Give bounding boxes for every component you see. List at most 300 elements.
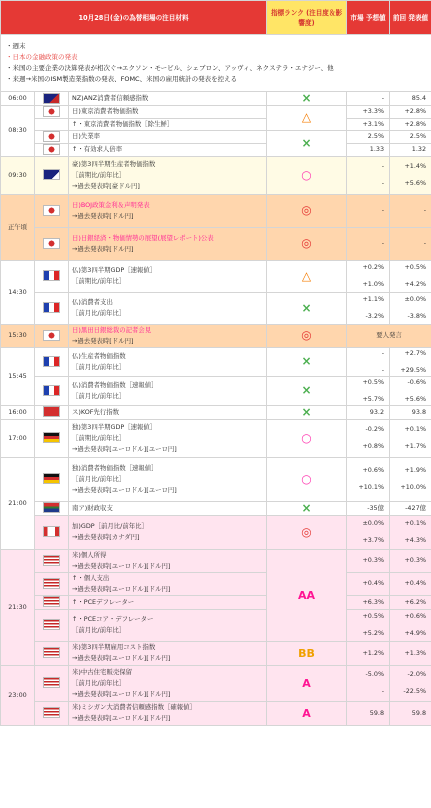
forecast-cell-value: +0.5% — [362, 377, 385, 386]
de-flag-icon — [43, 473, 60, 484]
merged-value-cell: 要人発言 — [347, 324, 431, 347]
us-flag-icon — [43, 677, 60, 688]
previous-cell-value: -0.6% — [407, 377, 427, 386]
event-cell — [69, 549, 267, 572]
event-cell — [69, 130, 267, 143]
forecast-cell — [347, 572, 390, 595]
us-flag-icon — [43, 647, 60, 658]
past-chart-link[interactable]: →過去発表時[ユーロドル][ドル円] — [72, 584, 171, 593]
previous-cell — [390, 701, 431, 725]
event-title: 日)BOJ政策金利＆声明発表 — [72, 200, 150, 209]
rank-mark: ◎ — [267, 324, 347, 347]
past-chart-link[interactable]: →過去発表時[ユーロドル][ドル円] — [72, 689, 171, 698]
forecast-cell — [347, 515, 390, 549]
rank-mark: △ — [267, 106, 347, 131]
forecast-cell-value: 93.2 — [369, 407, 385, 416]
forecast-cell-value-2: +5.2% — [362, 629, 385, 637]
za-flag-icon — [43, 502, 60, 513]
previous-cell — [390, 419, 431, 457]
bullet-1: ・週末 — [6, 42, 26, 50]
forecast-cell-value: 2.5% — [367, 132, 385, 140]
rank-mark: BB — [267, 641, 347, 665]
time-cell: 17:00 — [1, 419, 35, 457]
forecast-cell-value-2: +0.8% — [362, 442, 385, 450]
forecast-cell-value: ±0.0% — [362, 519, 385, 527]
event-title: 南ア)財政収支 — [72, 503, 113, 512]
forecast-cell-value: - — [381, 162, 385, 170]
past-chart-link[interactable]: →過去発表時[ドル円] — [72, 244, 134, 253]
table-row — [1, 227, 431, 260]
previous-cell-value: +0.6% — [404, 612, 427, 620]
page-title: 10月28日(金)の為替相場の注目材料 — [1, 1, 267, 35]
event-cell — [69, 106, 267, 119]
nz-flag-icon — [43, 93, 60, 104]
event-title: 仏)生産者物価指数 — [72, 351, 126, 360]
previous-cell — [390, 405, 431, 419]
event-title: ↑・東京消費者物価指数［除生鮮］ — [72, 119, 174, 128]
previous-cell — [390, 106, 431, 119]
flag-cell — [35, 106, 69, 119]
flag-cell — [35, 701, 69, 725]
event-title: 米)ミシガン大消費者信頼感指数［確報値］ — [72, 703, 196, 711]
jp-flag-icon — [43, 238, 60, 249]
forecast-cell — [347, 292, 390, 324]
previous-cell-value: - — [423, 239, 427, 247]
event-subtitle: ［前月比/前年比］ — [72, 309, 126, 317]
event-title: 仏)消費者物価指数［速報値］ — [72, 380, 158, 389]
table-row — [1, 595, 431, 609]
event-title: 米)個人所得 — [72, 550, 107, 559]
forecast-cell-value: -5.0% — [365, 670, 385, 678]
event-title: ス)KOF先行指数 — [72, 407, 119, 416]
table-row — [1, 143, 431, 156]
flag-cell — [35, 501, 69, 515]
event-subtitle: ［前月比/前年比］ — [72, 362, 126, 371]
previous-cell-value: ±0.0% — [404, 295, 427, 303]
rank-mark: ○ — [267, 457, 347, 501]
previous-cell — [390, 515, 431, 549]
forecast-cell-value: +1.2% — [362, 648, 385, 657]
event-cell — [69, 347, 267, 376]
rank-mark: A — [267, 701, 347, 725]
forecast-cell-value: -35億 — [367, 503, 385, 512]
event-title: 米)第3四半期雇用コスト指数 — [72, 643, 156, 651]
time-cell: 21:30 — [1, 549, 35, 665]
rank-mark: × — [267, 376, 347, 405]
flag-cell — [35, 92, 69, 106]
previous-cell — [390, 227, 431, 260]
forecast-cell — [347, 376, 390, 405]
rank-mark: × — [267, 92, 347, 106]
rank-column-header: 指標ランク (注目度＆影響度) — [267, 1, 347, 35]
event-title: ↑・PCEデフレーター — [72, 597, 135, 606]
forecast-cell — [347, 609, 390, 641]
previous-cell-value-2: -22.5% — [403, 687, 427, 695]
time-cell: 正午頃 — [1, 194, 35, 260]
rank-mark: ◎ — [267, 194, 347, 227]
forecast-cell-value: - — [381, 206, 385, 214]
previous-cell-value: -2.0% — [407, 670, 427, 678]
table-row — [1, 701, 431, 725]
forecast-cell-value-2: -3.2% — [365, 312, 385, 320]
previous-cell — [390, 260, 431, 292]
forecast-cell-value: 59.8 — [369, 708, 385, 717]
previous-cell-value-2: +5.6% — [404, 394, 427, 403]
table-row — [1, 92, 431, 106]
event-subtitle: ［前期比/前年比］ — [72, 433, 126, 442]
event-cell — [69, 376, 267, 405]
de-flag-icon — [43, 432, 60, 443]
previous-cell-value: +0.1% — [404, 425, 427, 433]
previous-cell-value: +1.4% — [404, 162, 427, 170]
past-chart-link[interactable]: →過去発表時[豪ドル円] — [72, 181, 140, 190]
flag-cell — [35, 118, 69, 130]
previous-cell-value-2: +1.7% — [404, 442, 427, 450]
previous-cell-value-2: +4.2% — [404, 280, 427, 288]
forecast-cell — [347, 227, 390, 260]
rank-mark: ◎ — [267, 227, 347, 260]
event-cell — [69, 595, 267, 609]
flag-cell — [35, 347, 69, 376]
fr-flag-icon — [43, 302, 60, 313]
event-subtitle: ［前月比/前年比］ — [72, 474, 126, 483]
previous-cell-value-2: -3.8% — [407, 312, 427, 320]
previous-cell-value: -427億 — [405, 503, 427, 512]
table-row — [1, 405, 431, 419]
flag-cell — [35, 156, 69, 194]
previous-cell — [390, 292, 431, 324]
previous-cell-value-2: +4.9% — [404, 629, 427, 637]
us-flag-icon — [43, 619, 60, 630]
forecast-cell — [347, 641, 390, 665]
time-cell: 15:45 — [1, 347, 35, 405]
previous-cell — [390, 609, 431, 641]
table-row — [1, 118, 431, 130]
event-subtitle: ［前期比/前年比］ — [72, 277, 126, 285]
flag-cell — [35, 143, 69, 156]
table-row — [1, 324, 431, 347]
past-chart-link[interactable]: →過去発表時[ユーロドル][ドル円] — [72, 561, 171, 570]
forecast-cell — [347, 347, 390, 376]
jp-flag-icon — [43, 205, 60, 216]
time-cell: 15:30 — [1, 324, 35, 347]
rank-mark: ○ — [267, 419, 347, 457]
previous-cell-value: +0.1% — [404, 519, 427, 527]
event-cell — [69, 501, 267, 515]
event-title: 独)第3四半期GDP［速報値］ — [72, 422, 157, 431]
flag-cell — [35, 641, 69, 665]
au-flag-icon — [43, 169, 60, 180]
event-subtitle: ［前月比/前年比］ — [72, 678, 126, 687]
flag-cell — [35, 194, 69, 227]
previous-cell-value: 85.4 — [411, 94, 427, 102]
forecast-cell-value: +0.6% — [362, 466, 385, 474]
past-chart-link[interactable]: →過去発表時[ユーロドル][ドル円] — [72, 714, 171, 722]
time-cell: 21:00 — [1, 457, 35, 549]
event-cell — [69, 143, 267, 156]
rank-mark: ◎ — [267, 515, 347, 549]
forecast-cell-value-2: +3.7% — [362, 536, 385, 544]
previous-cell-value: 1.32 — [411, 145, 427, 153]
forecast-cell — [347, 260, 390, 292]
event-cell — [69, 457, 267, 501]
event-cell — [69, 260, 267, 292]
forecast-cell-value: - — [381, 94, 385, 102]
flag-cell — [35, 515, 69, 549]
event-cell — [69, 324, 267, 347]
forecast-cell-value-2: +1.0% — [362, 280, 385, 288]
table-row — [1, 549, 431, 572]
event-title: 仏)第3四半期GDP［速報値］ — [72, 266, 157, 274]
event-cell — [69, 405, 267, 419]
rank-mark: × — [267, 347, 347, 376]
rank-mark: × — [267, 501, 347, 515]
previous-cell — [390, 376, 431, 405]
event-cell — [69, 419, 267, 457]
us-flag-icon — [43, 596, 60, 607]
past-chart-link[interactable]: →過去発表時[ドル円] — [72, 211, 134, 220]
forecast-cell — [347, 156, 390, 194]
forecast-cell-value-2: +10.1% — [358, 483, 385, 491]
rank-mark: × — [267, 292, 347, 324]
flag-cell — [35, 260, 69, 292]
previous-cell — [390, 194, 431, 227]
rank-mark: ○ — [267, 156, 347, 194]
previous-cell-value-2: +10.0% — [400, 483, 427, 491]
table-row — [1, 419, 431, 457]
time-cell: 09:30 — [1, 156, 35, 194]
forecast-cell-value-2: +5.7% — [362, 394, 385, 403]
previous-cell-value: 2.5% — [409, 132, 427, 140]
table-row — [1, 501, 431, 515]
previous-cell-value: +0.3% — [404, 556, 427, 564]
fr-flag-icon — [43, 270, 60, 281]
previous-cell — [390, 641, 431, 665]
past-chart-link[interactable]: →過去発表時[ユーロドル][ドル円] — [72, 654, 171, 662]
forecast-cell — [347, 143, 390, 156]
previous-cell — [390, 92, 431, 106]
event-title: ↑・個人支出 — [72, 573, 110, 582]
us-flag-icon — [43, 707, 60, 718]
previous-cell-value: +6.2% — [404, 597, 427, 606]
event-title: NZ)ANZ消費者信頼感指数 — [72, 94, 149, 102]
previous-cell — [390, 665, 431, 701]
table-row — [1, 156, 431, 194]
flag-cell — [35, 292, 69, 324]
time-cell: 06:00 — [1, 92, 35, 106]
previous-cell-value: +2.8% — [404, 107, 427, 116]
event-cell — [69, 665, 267, 701]
previous-cell — [390, 156, 431, 194]
bullet-4: ・来週→米国のISM製造業指数の発表、FOMC、米国の雇用統計の発表を控える — [6, 75, 238, 83]
table-row — [1, 292, 431, 324]
forecast-cell — [347, 419, 390, 457]
previous-cell — [390, 347, 431, 376]
us-flag-icon — [43, 555, 60, 566]
forecast-cell-value: +6.3% — [362, 597, 385, 606]
table-row — [1, 376, 431, 405]
event-cell — [69, 701, 267, 725]
flag-cell — [35, 665, 69, 701]
event-subtitle: ［前月比/前年比］ — [72, 391, 126, 400]
jp-flag-icon — [43, 330, 60, 341]
forecast-cell-value: +0.2% — [362, 263, 385, 271]
event-title: 加)GDP［前月比/前年比］ — [72, 522, 148, 530]
event-cell — [69, 515, 267, 549]
event-title: 豪)第3四半期生産者物価指数 — [72, 159, 156, 168]
flag-cell — [35, 457, 69, 501]
jp-flag-icon — [43, 106, 60, 117]
event-cell — [69, 92, 267, 106]
table-row — [1, 457, 431, 501]
time-cell: 16:00 — [1, 405, 35, 419]
forecast-cell — [347, 701, 390, 725]
forecast-cell-value-2: - — [381, 179, 385, 187]
flag-cell — [35, 549, 69, 572]
event-title: ↑・有効求人倍率 — [72, 145, 123, 153]
previous-cell-value-2: +4.3% — [404, 536, 427, 544]
previous-cell-value: 59.8 — [411, 708, 427, 717]
forecast-cell — [347, 501, 390, 515]
previous-cell-value: +0.4% — [404, 579, 427, 587]
forecast-cell — [347, 92, 390, 106]
event-title: 日)東京消費者物価指数 — [72, 107, 139, 116]
event-title: 日)黒田日銀総裁の記者会見 — [72, 325, 152, 334]
flag-cell — [35, 130, 69, 143]
event-cell — [69, 292, 267, 324]
table-row — [1, 194, 431, 227]
forecast-cell-value-2: - — [381, 365, 385, 374]
event-cell — [69, 641, 267, 665]
table-row — [1, 260, 431, 292]
previous-cell — [390, 457, 431, 501]
previous-cell — [390, 501, 431, 515]
forecast-cell-value: +3.1% — [362, 119, 385, 128]
flag-cell — [35, 609, 69, 641]
forecast-cell — [347, 194, 390, 227]
flag-cell — [35, 405, 69, 419]
jp-flag-icon — [43, 144, 60, 155]
previous-cell-value: +0.5% — [404, 263, 427, 271]
past-chart-link[interactable]: →過去発表時[ユーロドル][ユーロ円] — [72, 485, 177, 494]
table-row — [1, 515, 431, 549]
table-row — [1, 130, 431, 143]
event-subtitle: ［前月比/前年比］ — [72, 626, 126, 634]
forecast-cell — [347, 118, 390, 130]
previous-column-header: 前回 発表値 — [390, 1, 431, 35]
us-flag-icon — [43, 578, 60, 589]
jp-flag-icon — [43, 131, 60, 142]
previous-cell-value: 93.8 — [411, 407, 427, 416]
fr-flag-icon — [43, 385, 60, 396]
previous-cell — [390, 572, 431, 595]
event-title: ↑・PCEコア・デフレーター — [72, 615, 154, 623]
forecast-column-header: 市場 予想値 — [347, 1, 390, 35]
event-title: 独)消費者物価指数［速報値］ — [72, 463, 158, 472]
previous-cell-value: +1.3% — [404, 648, 427, 657]
event-cell — [69, 227, 267, 260]
flag-cell — [35, 227, 69, 260]
event-title: 米)中古住宅販売保留 — [72, 667, 133, 676]
forecast-cell-value: -0.2% — [365, 425, 385, 433]
table-row — [1, 665, 431, 701]
fr-flag-icon — [43, 356, 60, 367]
previous-cell-value: +2.7% — [404, 348, 427, 357]
forecast-cell-value: - — [381, 239, 385, 247]
rank-mark: A — [267, 665, 347, 701]
event-cell — [69, 156, 267, 194]
previous-cell — [390, 118, 431, 130]
ch-flag-icon — [43, 406, 60, 417]
previous-cell-value: +1.9% — [404, 466, 427, 474]
rank-mark: × — [267, 130, 347, 156]
bullet-3: ・米国の主要企業の決算発表が相次ぐ→エクソン・モービル、シェブロン、アッヴィ、ネクステラ・エナジー、他 — [6, 64, 334, 72]
rank-mark: △ — [267, 260, 347, 292]
event-title: 日)失業率 — [72, 132, 101, 140]
event-cell — [69, 572, 267, 595]
previous-cell-value-2: +29.5% — [400, 365, 427, 374]
event-cell — [69, 194, 267, 227]
forecast-cell — [347, 130, 390, 143]
event-cell — [69, 609, 267, 641]
forecast-cell — [347, 665, 390, 701]
ca-flag-icon — [43, 526, 60, 537]
time-cell: 14:30 — [1, 260, 35, 324]
forecast-cell — [347, 457, 390, 501]
forecast-cell-value: 1.33 — [369, 145, 385, 153]
forecast-cell-value: +0.3% — [362, 556, 385, 564]
rank-mark: AA — [267, 549, 347, 641]
forecast-cell — [347, 595, 390, 609]
summary-bullets — [1, 35, 431, 92]
past-chart-link[interactable]: →過去発表時[カナダ円] — [72, 533, 140, 541]
forecast-cell-value: +0.5% — [362, 612, 385, 620]
event-title: 日)日銀経済・物価情勢の展望(展望レポート)公表 — [72, 233, 214, 242]
flag-cell — [35, 419, 69, 457]
table-row — [1, 572, 431, 595]
event-title: 仏)消費者支出 — [72, 298, 113, 306]
table-row — [1, 609, 431, 641]
forecast-cell-value: +3.3% — [362, 107, 385, 116]
table-row — [1, 106, 431, 119]
past-chart-link[interactable]: →過去発表時[ユーロドル][ユーロ円] — [72, 444, 177, 453]
forecast-cell-value: +0.4% — [362, 579, 385, 587]
previous-cell — [390, 130, 431, 143]
flag-cell — [35, 572, 69, 595]
previous-cell-value-2: +5.6% — [404, 179, 427, 187]
event-cell — [69, 118, 267, 130]
flag-cell — [35, 324, 69, 347]
forecast-cell — [347, 106, 390, 119]
table-row — [1, 347, 431, 376]
forecast-cell-value: +1.1% — [362, 295, 385, 303]
previous-cell-value: - — [423, 206, 427, 214]
flag-cell — [35, 595, 69, 609]
event-subtitle: ［前期比/前年比］ — [72, 170, 126, 179]
forecast-cell-value-2: - — [381, 687, 385, 695]
previous-cell — [390, 143, 431, 156]
table-header — [1, 1, 431, 35]
previous-cell — [390, 549, 431, 572]
time-cell: 23:00 — [1, 665, 35, 725]
forecast-cell — [347, 549, 390, 572]
forecast-cell-value: - — [381, 348, 385, 357]
rank-mark: × — [267, 405, 347, 419]
forecast-cell — [347, 405, 390, 419]
time-cell: 08:30 — [1, 106, 35, 157]
past-chart-link[interactable]: →過去発表時[ドル円] — [72, 336, 134, 345]
previous-cell-value: +2.8% — [404, 119, 427, 128]
